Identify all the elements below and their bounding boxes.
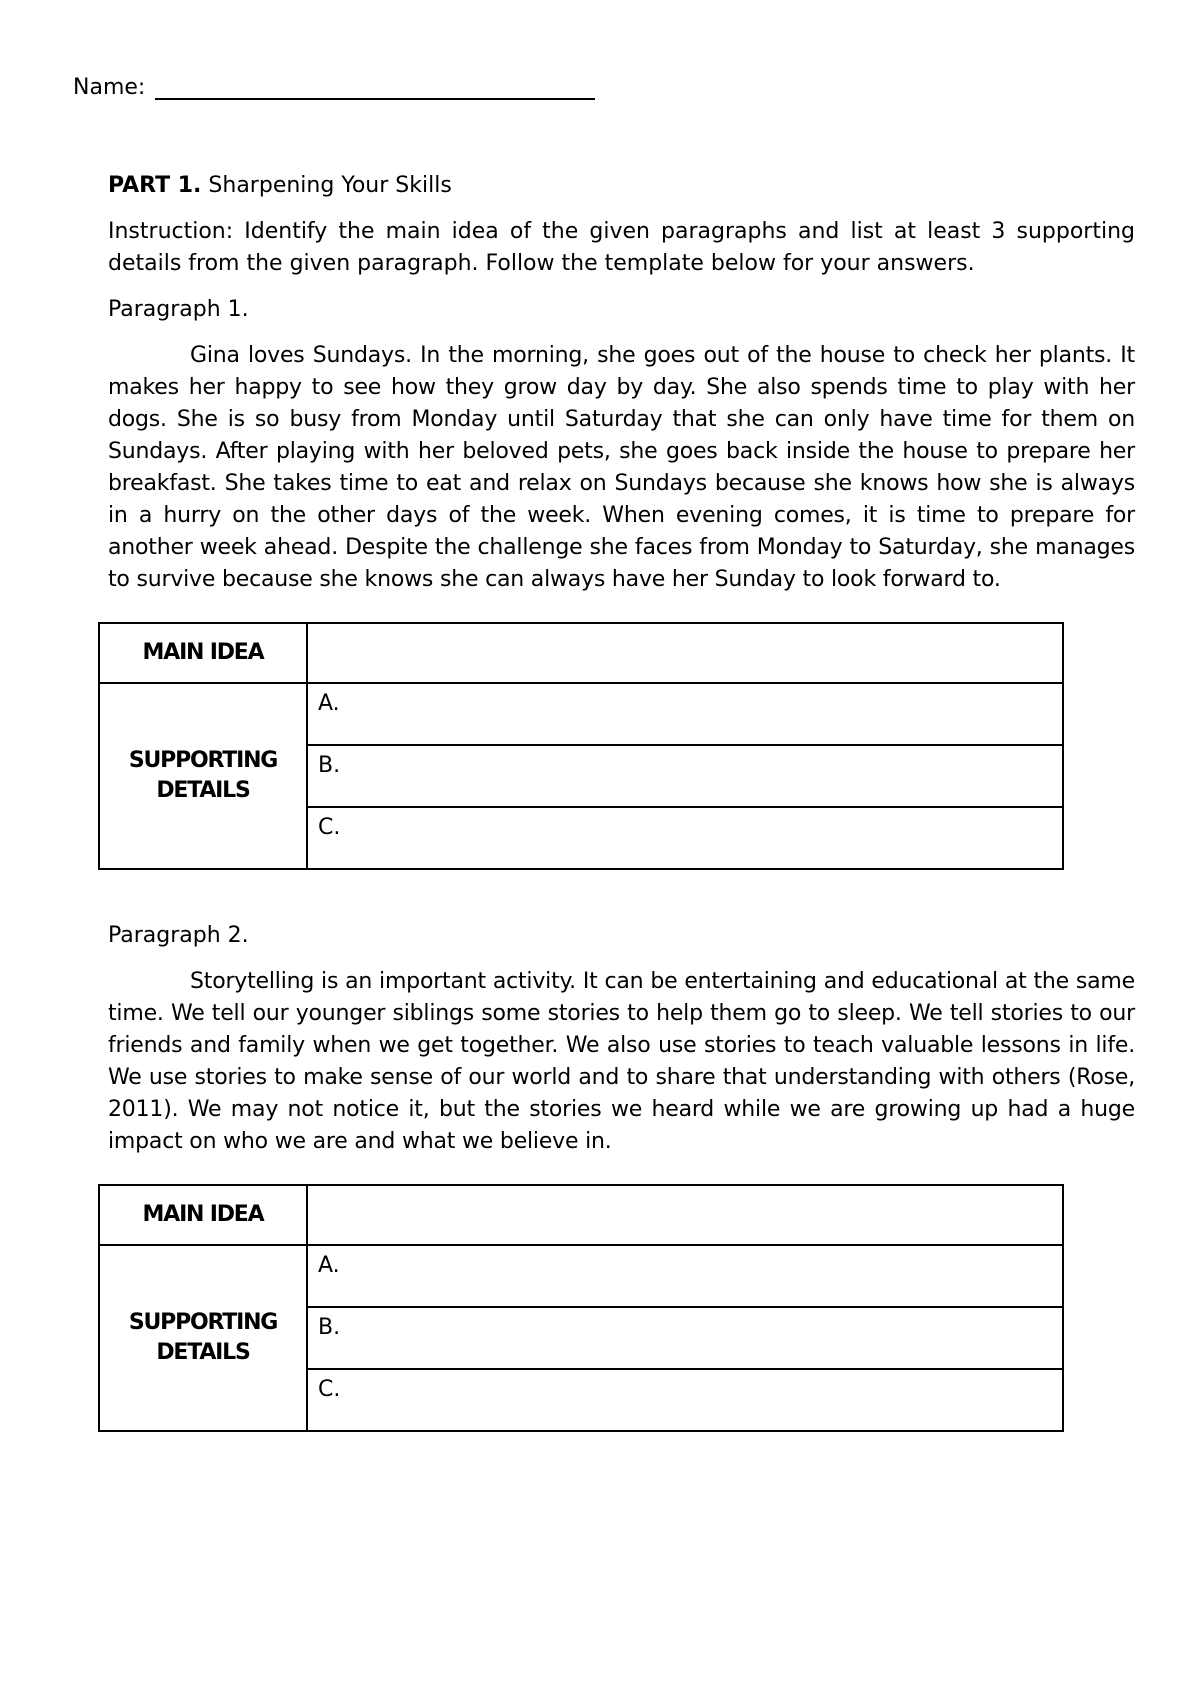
- name-blank-line[interactable]: [155, 72, 595, 100]
- detail-cell-b[interactable]: B.: [307, 745, 1063, 807]
- worksheet-content: [108, 170, 1135, 1432]
- supporting-details-label: [99, 1245, 307, 1431]
- name-label: Name:: [73, 75, 146, 100]
- part-number: PART 1.: [108, 173, 202, 198]
- detail-cell-a[interactable]: A.: [307, 1245, 1063, 1307]
- main-idea-answer-cell[interactable]: [307, 1185, 1063, 1245]
- detail-cell-c[interactable]: C.: [307, 1369, 1063, 1431]
- main-idea-label: MAIN IDEA: [99, 623, 307, 683]
- answer-table-2: [98, 1184, 1064, 1432]
- detail-cell-a[interactable]: A.: [307, 683, 1063, 745]
- main-idea-answer-cell[interactable]: [307, 623, 1063, 683]
- main-idea-label: MAIN IDEA: [99, 1185, 307, 1245]
- paragraph-2-text: Storytelling is an important activity. It can be entertaining and educational at the same time. We tell our younger siblings some stories to help them go to sleep. We tell stories to our friends and family when we get together. We also use stories to teach valuable lessons in life. We use stories to make sense of our world and to share that understanding with others (Rose, 2011). We may not notice it, but the stories we heard while we are growing up had a huge impact on who we are and what we believe in.: [108, 969, 1135, 1154]
- instruction-text: Instruction: Identify the main idea of the given paragraphs and list at least 3 supporting details from the given paragraph. Follow the template below for your answers.: [108, 219, 1135, 276]
- detail-cell-b[interactable]: B.: [307, 1307, 1063, 1369]
- paragraph-1-label: Paragraph 1.: [108, 297, 249, 322]
- supporting-label-line-2: DETAILS: [156, 1340, 250, 1365]
- supporting-label-line-1: SUPPORTING: [128, 748, 278, 773]
- supporting-label-line-1: SUPPORTING: [128, 1310, 278, 1335]
- paragraph-2-label: Paragraph 2.: [108, 923, 249, 948]
- part-title: Sharpening Your Skills: [208, 173, 452, 198]
- supporting-label-line-2: DETAILS: [156, 778, 250, 803]
- paragraph-1-text: Gina loves Sundays. In the morning, she goes out of the house to check her plants. It makes her happy to see how they grow day by day. She also spends time to play with her dogs. She is so busy from Monday until Saturday that she can only have time for them on Sundays. After playing with her beloved pets, she goes back inside the house to prepare her breakfast. She takes time to eat and relax on Sundays because she knows how she is always in a hurry on the other days of the week. When evening comes, it is time to prepare for another week ahead. Despite the challenge she faces from Monday to Saturday, she manages to survive because she knows she can always have her Sunday to look forward to.: [108, 343, 1135, 592]
- part-heading: [108, 170, 1135, 202]
- supporting-details-label: [99, 683, 307, 869]
- detail-cell-c[interactable]: C.: [307, 807, 1063, 869]
- answer-table-1: [98, 622, 1064, 870]
- name-field: [73, 72, 595, 100]
